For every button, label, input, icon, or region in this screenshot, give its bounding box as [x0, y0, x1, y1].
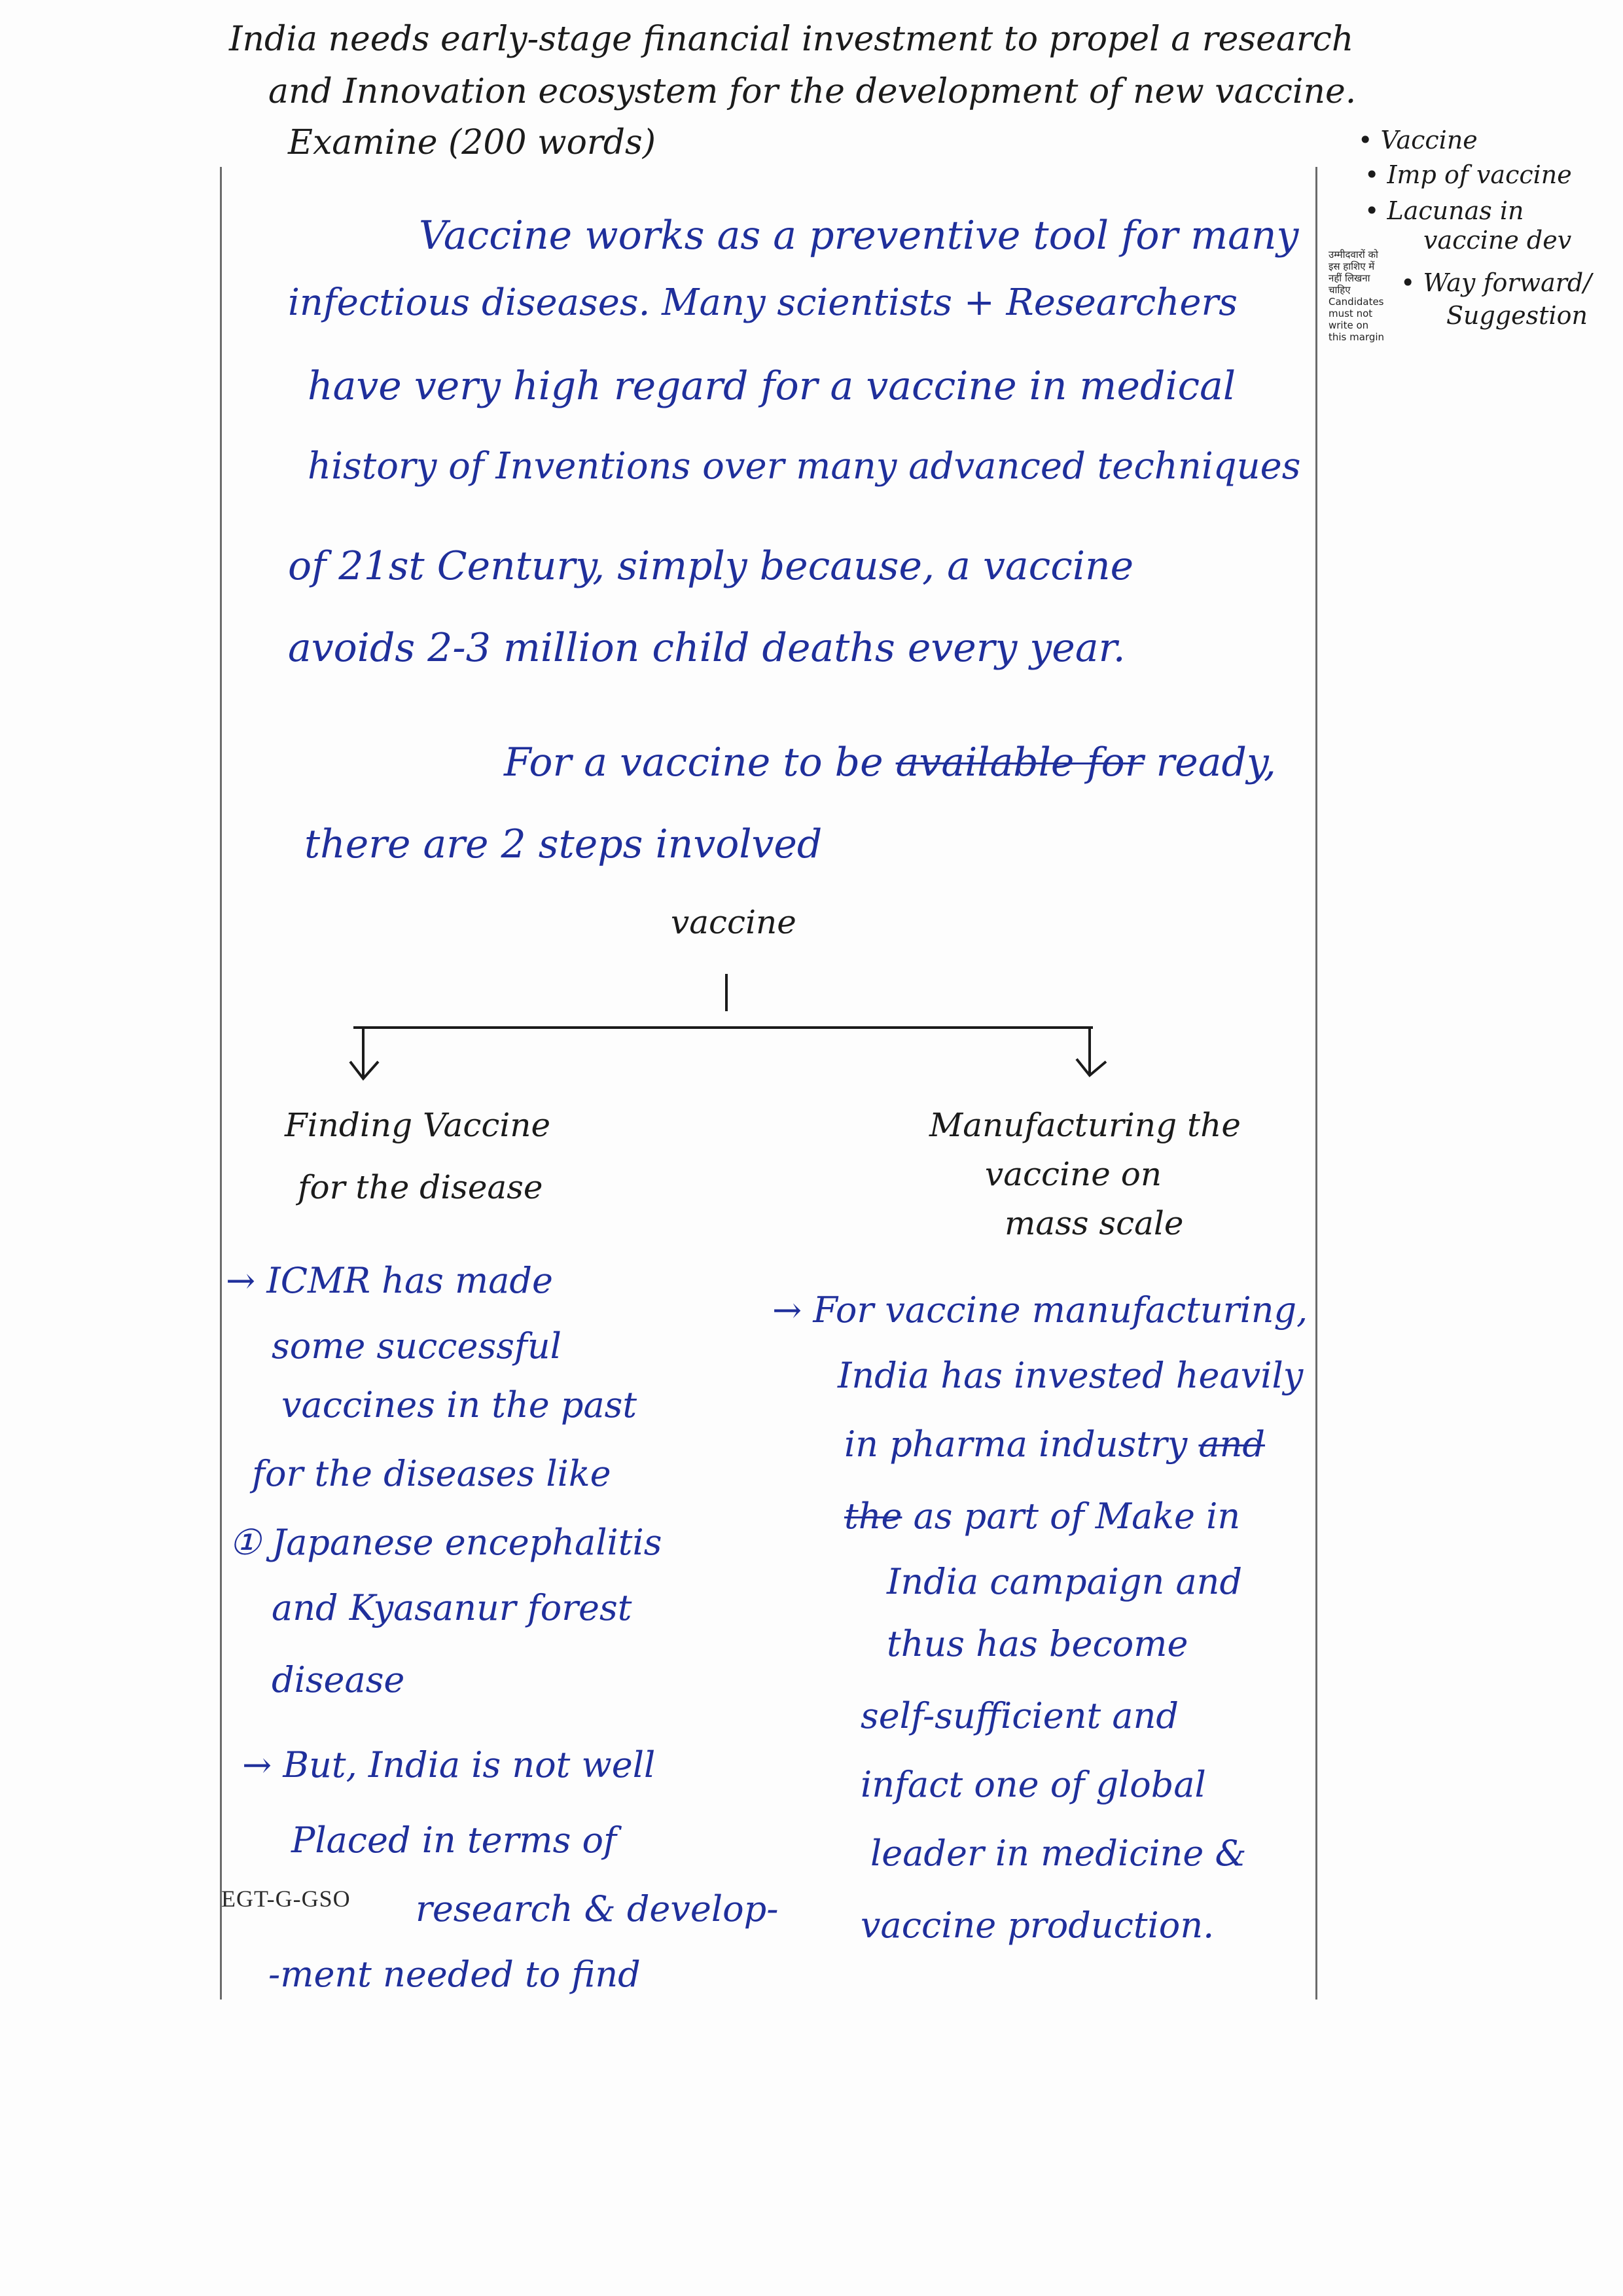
- right-col-line-7: self-sufficient and: [861, 1695, 1179, 1736]
- diagram-root-label: vaccine: [671, 903, 796, 941]
- right-col-line-9: leader in medicine &: [870, 1833, 1247, 1874]
- right-col-line-3-struck: and: [1198, 1424, 1265, 1465]
- left-col-line-7: disease: [272, 1659, 405, 1700]
- left-col-line-8: → But, India is not well: [242, 1744, 656, 1785]
- margin-instruction-hindi-1: उम्मीदवारों को: [1329, 249, 1378, 260]
- diagram-right-title-3: mass scale: [1005, 1204, 1184, 1242]
- margin-instruction-hindi-3: नहीं लिखना: [1329, 272, 1370, 284]
- diagram-left-title-1: Finding Vaccine: [285, 1106, 551, 1144]
- right-col-line-5: India campaign and: [887, 1561, 1243, 1602]
- answer-p1-line-4: history of Inventions over many advanced techniques: [308, 445, 1301, 488]
- margin-note-2: • Imp of vaccine: [1364, 160, 1572, 189]
- diagram-right-title-1: Manufacturing the: [929, 1106, 1241, 1144]
- answer-p1-line-1: Vaccine works as a preventive tool for many: [419, 213, 1299, 259]
- margin-note-6: Suggestion: [1446, 301, 1588, 330]
- margin-instruction-en-4: this margin: [1329, 331, 1385, 343]
- right-col-line-10: vaccine production.: [861, 1905, 1215, 1946]
- diagram-right-title-2: vaccine on: [985, 1155, 1162, 1193]
- answer-p2-text-b: ready,: [1156, 740, 1276, 785]
- left-col-line-2: some successful: [272, 1325, 562, 1367]
- question-line-1: India needs early-stage financial investment to propel a research: [229, 20, 1354, 59]
- right-col-line-4: [844, 1496, 1240, 1537]
- left-col-line-4: for the diseases like: [252, 1453, 611, 1494]
- margin-note-1: • Vaccine: [1358, 126, 1478, 154]
- right-col-line-8: infact one of global: [861, 1764, 1206, 1805]
- answer-p2-line-2: there are 2 steps involved: [304, 821, 823, 867]
- sheet-code: EGT-G-GSO: [221, 1886, 351, 1912]
- margin-instruction-hindi-4: चाहिए: [1329, 284, 1351, 296]
- left-col-line-11: -ment needed to find: [268, 1954, 641, 1995]
- right-col-line-6: thus has become: [887, 1623, 1188, 1664]
- answer-p1-line-6: avoids 2-3 million child deaths every year.: [288, 625, 1126, 671]
- margin-note-3: • Lacunas in: [1364, 196, 1524, 225]
- margin-instruction-hindi-2: इस हाशिए में: [1329, 260, 1375, 272]
- right-col-line-1: → For vaccine manufacturing,: [772, 1289, 1308, 1331]
- question-line-3: Examine (200 words): [288, 123, 656, 162]
- left-col-line-9: Placed in terms of: [291, 1820, 616, 1861]
- left-col-line-3: vaccines in the past: [281, 1384, 637, 1426]
- right-col-line-4-text: as part of Make in: [913, 1496, 1241, 1537]
- answer-p1-line-2: infectious diseases. Many scientists + Researchers: [288, 281, 1238, 324]
- left-col-line-1: → ICMR has made: [226, 1260, 553, 1301]
- left-col-line-5: ① Japanese encephalitis: [229, 1522, 662, 1563]
- right-col-line-3: [844, 1424, 1265, 1465]
- answer-p1-line-5: of 21st Century, simply because, a vaccine: [288, 543, 1134, 589]
- left-col-line-10: research & develop-: [416, 1888, 779, 1929]
- right-col-line-3-text: in pharma industry: [844, 1424, 1188, 1465]
- right-col-line-4-struck: the: [844, 1496, 902, 1537]
- question-line-2: and Innovation ecosystem for the development of new vaccine.: [268, 72, 1357, 111]
- margin-note-4: vaccine dev: [1423, 226, 1572, 255]
- diagram-left-title-2: for the disease: [298, 1168, 543, 1206]
- left-col-line-6: and Kyasanur forest: [272, 1587, 632, 1628]
- margin-instruction-en-1: Candidates: [1329, 296, 1384, 308]
- answer-p1-line-3: have very high regard for a vaccine in medical: [308, 363, 1236, 409]
- answer-p2-text-a: For a vaccine to be: [504, 740, 883, 785]
- margin-instruction-en-2: must not: [1329, 308, 1373, 319]
- answer-p2-struck-text: available for: [895, 740, 1144, 785]
- margin-instruction-en-3: write on: [1329, 319, 1369, 331]
- margin-note-5: • Way forward/: [1400, 268, 1592, 297]
- right-col-line-2: India has invested heavily: [838, 1355, 1304, 1396]
